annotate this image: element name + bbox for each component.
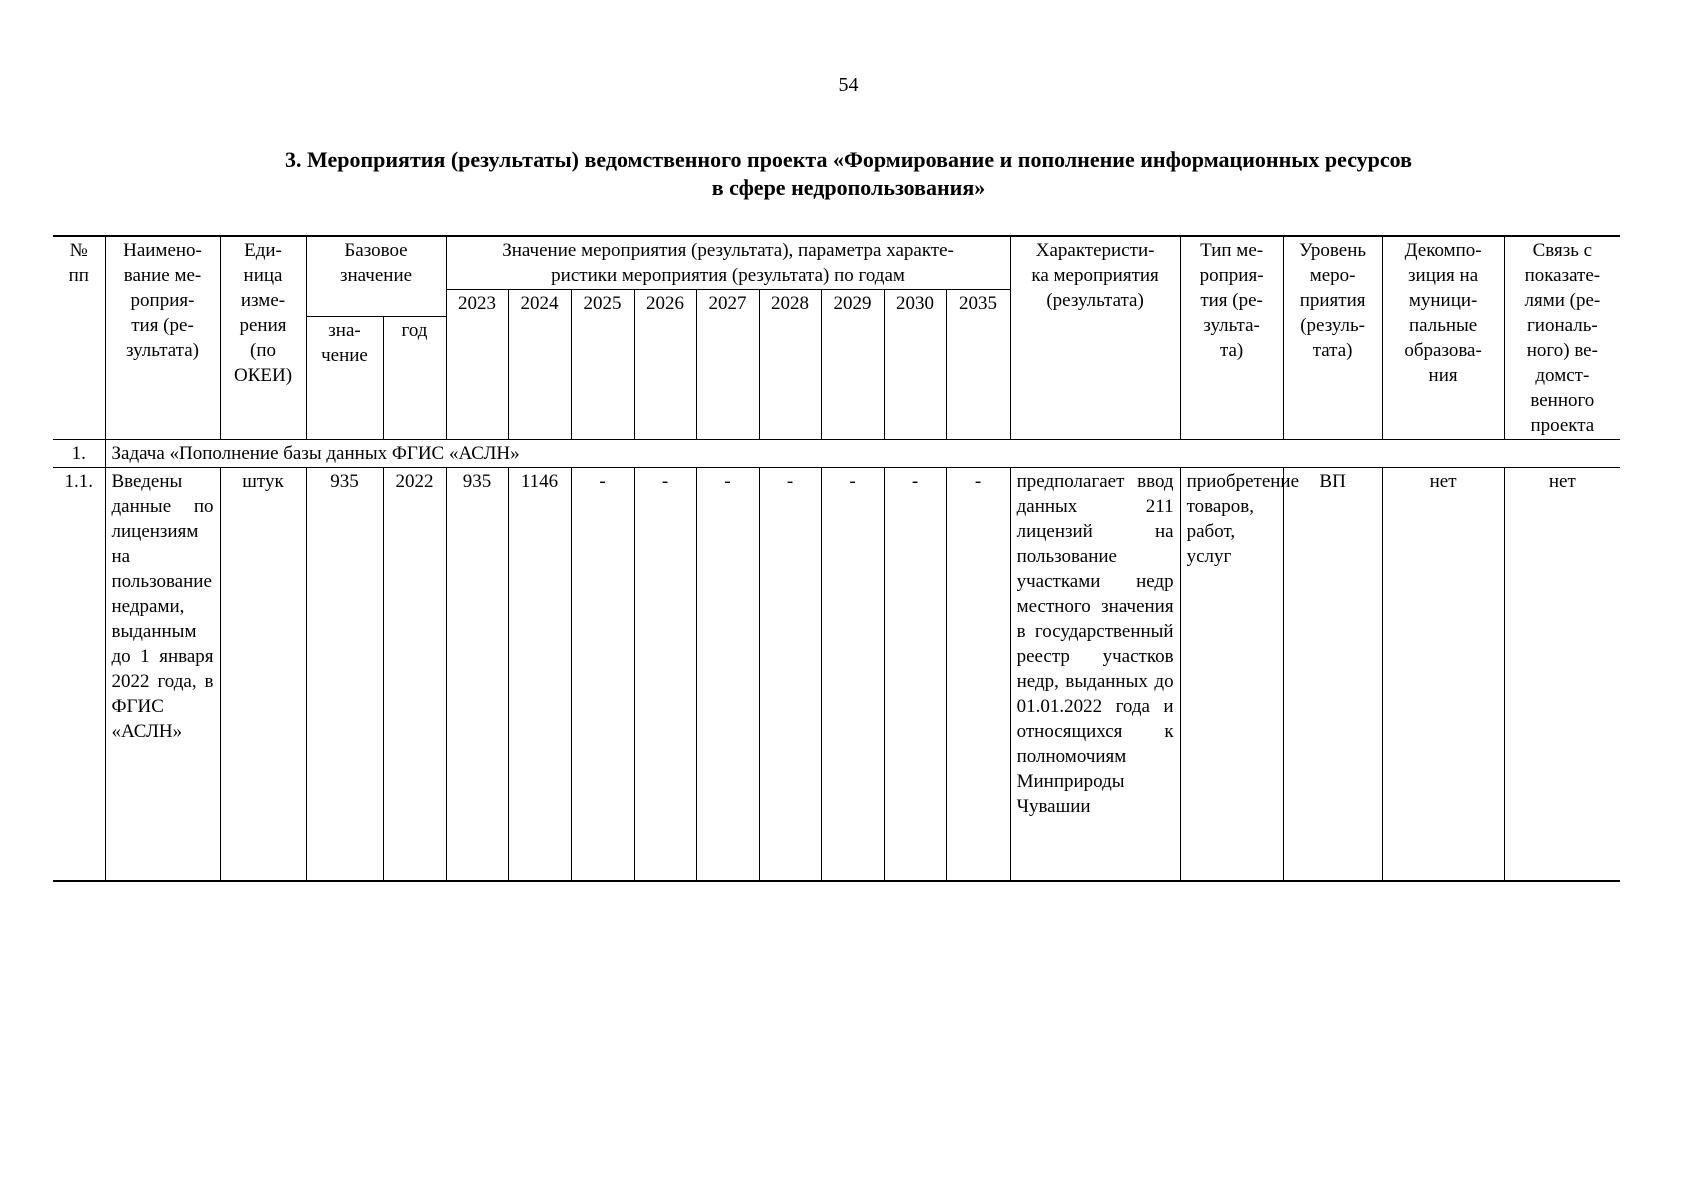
row-base-value: 935 [306, 468, 383, 882]
header-name: Наимено- вание ме- роприя- тия (ре- зультата) [105, 236, 220, 440]
header-characteristic: Характеристи- ка мероприятия (результата) [1010, 236, 1180, 440]
task-row [53, 440, 1620, 468]
header-base-year: год [383, 317, 446, 440]
row-link: нет [1504, 468, 1620, 882]
header-base: Базовое значение [306, 236, 446, 317]
row-value-2028: - [759, 468, 821, 882]
header-year-2029: 2029 [821, 290, 884, 440]
row-name: Введены данные по лицензиям на пользование недрами, выданным до 1 января 2022 года, в ФГИС «АСЛН» [105, 468, 220, 882]
row-num: 1.1. [53, 468, 105, 882]
row-decomposition: нет [1382, 468, 1504, 882]
header-decomposition: Декомпо- зиция на муници- пальные образова- ния [1382, 236, 1504, 440]
header-year-2024: 2024 [508, 290, 571, 440]
table-row [53, 468, 1620, 882]
row-type: приобретение товаров, работ, услуг [1180, 468, 1283, 882]
header-year-2027: 2027 [696, 290, 759, 440]
row-value-2025: - [571, 468, 634, 882]
row-level: ВП [1283, 468, 1382, 882]
page-number: 54 [838, 74, 859, 96]
task-num: 1. [53, 440, 105, 468]
row-characteristic: предполагает ввод данных 211 лицензий на пользование участками недр местного значения в государственный реестр участков недр, выданных до 01.01.2022 года и относящихся к полномочиям Минприроды Чувашии [1010, 468, 1180, 882]
title-line-1: 3. Мероприятия (результаты) ведомственного проекта «Формирование и пополнение информационных ресурсов [285, 147, 1412, 172]
row-value-2023: 935 [446, 468, 508, 882]
header-values: Значение мероприятия (результата), параметра характе- ристики мероприятия (результата) по годам [446, 236, 1010, 290]
measures-table [53, 235, 1620, 882]
row-value-2024: 1146 [508, 468, 571, 882]
row-value-2030: - [884, 468, 946, 882]
header-unit: Еди- ница изме- рения (по ОКЕИ) [220, 236, 306, 440]
header-year-2028: 2028 [759, 290, 821, 440]
row-base-year: 2022 [383, 468, 446, 882]
header-link: Связь с показате- лями (ре- гиональ- ного) ве- домст- венного проекта [1504, 236, 1620, 440]
header-level: Уровень меро- приятия (резуль- тата) [1283, 236, 1382, 440]
header-year-2035: 2035 [946, 290, 1010, 440]
row-value-2035: - [946, 468, 1010, 882]
header-year-2030: 2030 [884, 290, 946, 440]
title-line-2: в сфере недропользования» [711, 175, 986, 200]
row-unit: штук [220, 468, 306, 882]
header-type: Тип ме- роприя- тия (ре- зульта- та) [1180, 236, 1283, 440]
row-value-2027: - [696, 468, 759, 882]
row-value-2029: - [821, 468, 884, 882]
header-year-2023: 2023 [446, 290, 508, 440]
task-text: Задача «Пополнение базы данных ФГИС «АСЛН» [105, 440, 1620, 468]
document-title [100, 146, 1597, 202]
header-base-value: зна- чение [306, 317, 383, 440]
header-num: № пп [53, 236, 105, 440]
header-year-2026: 2026 [634, 290, 696, 440]
row-value-2026: - [634, 468, 696, 882]
header-year-2025: 2025 [571, 290, 634, 440]
